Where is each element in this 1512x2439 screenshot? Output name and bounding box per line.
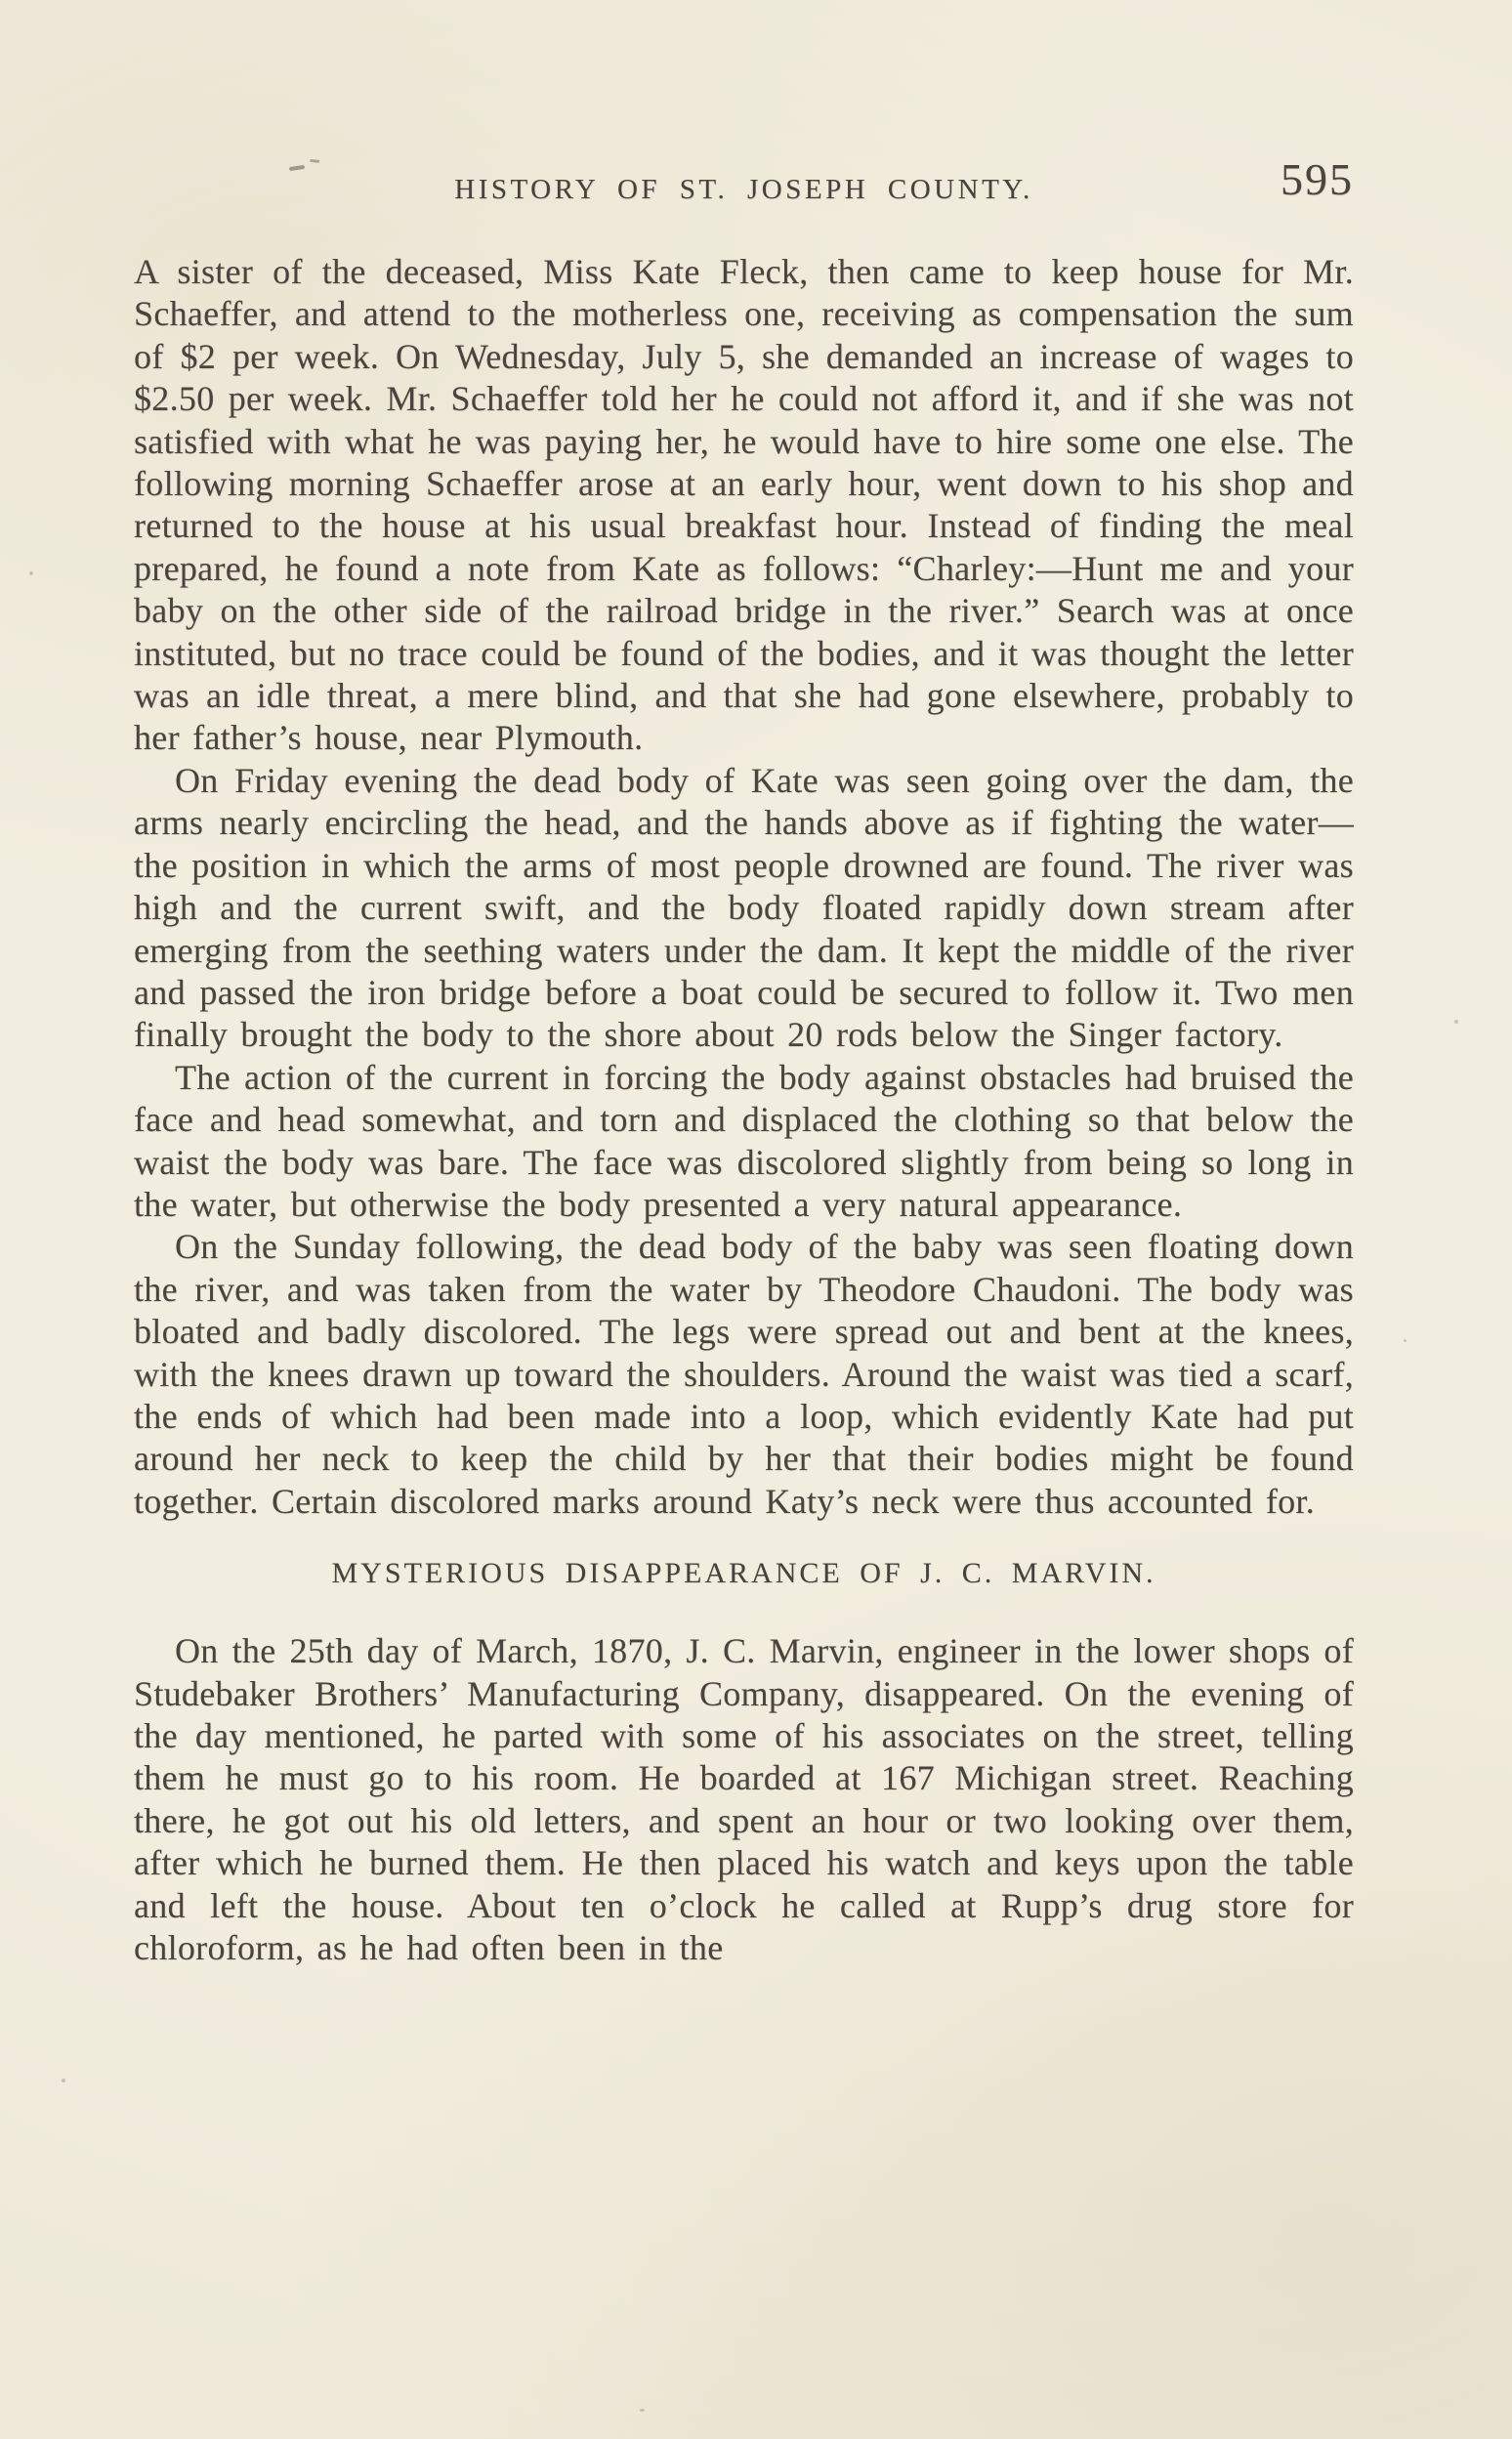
running-head-title: HISTORY OF ST. JOSEPH COUNTY. bbox=[454, 174, 1033, 205]
paper-speck bbox=[1454, 1020, 1458, 1024]
paper-speck bbox=[29, 571, 33, 575]
paper-speck bbox=[640, 2409, 645, 2412]
page-number: 595 bbox=[1281, 154, 1354, 204]
paper-speck bbox=[1404, 1339, 1407, 1342]
page-text bbox=[134, 251, 1354, 1969]
section-heading: MYSTERIOUS DISAPPEARANCE OF J. C. MARVIN. bbox=[331, 1557, 1156, 1590]
paragraph-marvin-disappearance: On the 25th day of March, 1870, J. C. Marvin, engineer in the lower shops of Studebaker Brothers’ Manufacturing Company, disappeared. On the evening of the day mentioned, he parted with some of his associates on the street, telling them he must go to his room. He boarded at 167 Michigan street. Reaching there, he got out his old letters, and spent an hour or two looking over them, after which he burned them. He then placed his watch and keys upon the table and left the house. About ten o’clock he called at Rupp’s drug store for chloroform, as he had often been in the bbox=[134, 1631, 1354, 1968]
paragraph-sunday-baby: On the Sunday following, the dead body of the baby was seen floating down the river, and was taken from the water by Theodore Chaudoni. The body was bloated and badly discolored. The legs were spread out and bent at the knees, with the knees drawn up toward the shoulders. Around the waist was tied a scarf, the ends of which had been made into a loop, which evidently Kate had put around her neck to keep the child by her that their bodies might be found together. Certain discolored marks around Katy’s neck were thus accounted for. bbox=[134, 1227, 1354, 1521]
paragraph-current-action: The action of the current in forcing the body against obstacles had bruised the face and head somewhat, and torn and displaced the clothing so that below the waist the body was bare. The face was discolored slightly from being so long in the water, but otherwise the body presented a very natural appearance. bbox=[134, 1057, 1354, 1224]
paragraph-friday-evening: On Friday evening the dead body of Kate was seen going over the dam, the arms nearly encircling the head, and the hands above as if fighting the water—the position in which the arms of most people drowned are found. The river was high and the current swift, and the body floated rapidly down stream after emerging from the seething waters under the dam. It kept the middle of the river and passed the iron bridge before a boat could be secured to follow it. Two men finally brought the body to the shore about 20 rods below the Singer factory. bbox=[134, 760, 1354, 1055]
paper-speck bbox=[62, 2079, 65, 2082]
paragraph-kate-fleck: A sister of the deceased, Miss Kate Fleck, then came to keep house for Mr. Schaeffer, and attend to the motherless one, receiving as compensation the sum of $2 per week. On Wednesday, July 5, she demanded an increase of wages to $2.50 per week. Mr. Schaeffer told her he could not afford it, and if she was not satisfied with what he was paying her, he would have to hire some one else. The following morning Schaeffer arose at an early hour, went down to his shop and returned to the house at his usual breakfast hour. Instead of finding the meal prepared, he found a note from Kate as follows: “Charley:—Hunt me and your baby on the other side of the railroad bridge in the river.” Search was at once instituted, but no trace could be found of the bodies, and it was thought the letter was an idle threat, a mere blind, and that she had gone elsewhere, probably to her father’s house, near Plymouth. bbox=[134, 252, 1354, 758]
running-head bbox=[134, 156, 1354, 211]
